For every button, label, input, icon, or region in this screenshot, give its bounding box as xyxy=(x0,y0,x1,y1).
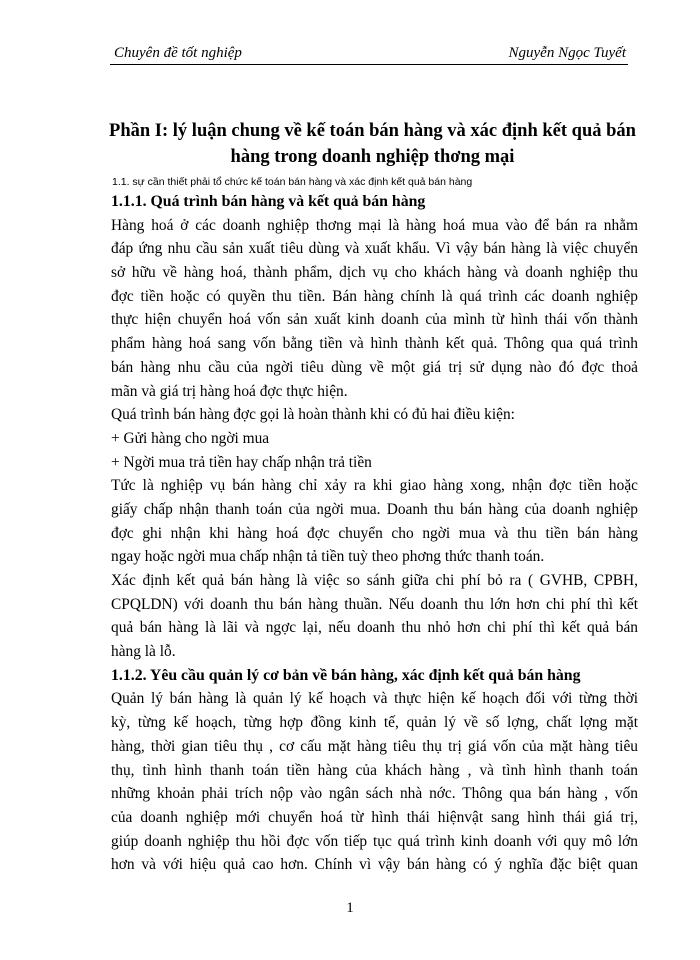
body-line: của doanh nghiệp mới chuyển hoá từ hình thái hiệnvật sang hình thái giá trị, xyxy=(111,808,638,826)
body-line: đợc ghi nhận khi hàng hoá đợc chuyển cho ngời mua và thu tiền bán hàng xyxy=(111,524,638,542)
page-number: 1 xyxy=(346,900,354,916)
chapter-title-line-2: hàng trong doanh nghiệp thơng mại xyxy=(230,147,515,167)
body-line: + Ngời mua trả tiền hay chấp nhận trả tiền xyxy=(111,453,372,471)
body-line: đợc tiền hoặc có quyền thu tiền. Bán hàng chính là quá trình các doanh nghiệp xyxy=(111,287,638,305)
body-line: hàng, thời gian tiêu thụ , cơ cấu mặt hàng tiêu thụ trị giá vốn của mặt hàng tiêu xyxy=(111,737,638,755)
body-line: hàng là lỗ. xyxy=(111,643,176,661)
body-line: Quá trình bán hàng đợc gọi là hoàn thành khi có đủ hai điều kiện: xyxy=(111,406,515,424)
body-line: giấy chấp nhận thanh toán của ngời mua. Doanh thu bán hàng của doanh nghiệp xyxy=(111,500,638,518)
body-line: mãn và giá trị hàng hoá đợc thực hiện. xyxy=(111,382,348,400)
body-line: + Gửi hàng cho ngời mua xyxy=(111,429,270,447)
body-line: những khoản phải trích nộp vào ngân sách nhà nớc. Thông qua bán hàng , vốn xyxy=(111,785,638,803)
body-line: thực hiện chuyển hoá vốn sản xuất kinh doanh của mình từ hình thái vốn thành xyxy=(111,311,638,329)
body-line: Tức là nghiệp vụ bán hàng chỉ xảy ra khi giao hàng xong, nhận đợc tiền hoặc xyxy=(111,477,638,495)
header-document-title: Chuyên đề tốt nghiệp xyxy=(114,45,242,61)
body-line: Xác định kết quả bán hàng là việc so sánh giữa chi phí bỏ ra ( GVHB, CPBH, xyxy=(111,572,638,589)
section-note: 1.1. sự cần thiết phải tổ chức kế toán bán hàng và xác định kết quả bán hàng xyxy=(112,176,473,188)
body-line: ngay hoặc ngời mua chấp nhận tả tiền tuỳ theo phơng thức thanh toán. xyxy=(111,548,545,566)
section-heading: 1.1.2. Yêu cầu quản lý cơ bản về bán hàng, xác định kết quả bán hàng xyxy=(111,666,581,684)
header-author-name: Nguyễn Ngọc Tuyết xyxy=(508,45,626,61)
body-line: đáp ứng nhu cầu sản xuất tiêu dùng và xuất khẩu. Vì vậy bán hàng là việc chuyển xyxy=(111,240,638,258)
body-line: phẩm hàng hoá sang vốn bằng tiền và hình thành kết quả. Thông qua quá trình xyxy=(111,335,638,353)
body-text xyxy=(111,190,638,877)
page-header xyxy=(110,40,628,65)
body-line: thụ, tình hình thanh toán tiền hàng của khách hàng , và tình hình thanh toán xyxy=(111,761,638,779)
section-heading: 1.1.1. Quá trình bán hàng và kết quả bán hàng xyxy=(111,193,426,210)
body-line: Quản lý bán hàng là quản lý kế hoạch và thực hiện kế hoạch đối với từng thời xyxy=(111,690,638,708)
body-line: sở hữu về hàng hoá, thành phẩm, dịch vụ cho khách hàng và doanh nghiệp thu xyxy=(111,264,638,282)
body-line: hơn và với hiệu quả cao hơn. Chính vì vậy bán hàng có ý nghĩa đặc biệt quan xyxy=(111,856,638,874)
body-line: quả bán hàng là lãi và ngợc lại, nếu doanh thu nhỏ hơn chi phí thì kết quả bán xyxy=(111,619,638,637)
body-line: kỳ, từng kế hoạch, từng hợp đồng kinh tế, quản lý về số lợng, chất lợng mặt xyxy=(111,714,638,732)
chapter-title xyxy=(105,118,640,170)
body-line: giúp doanh nghiệp thu hồi đợc vốn tiếp tục quá trình kinh doanh với quy mô lớn xyxy=(111,832,638,850)
body-line: CPQLDN) với doanh thu bán hàng thuần. Nếu doanh thu lớn hơn chi phí thì kết xyxy=(111,595,638,613)
chapter-title-line-1: Phần I: lý luận chung về kế toán bán hàng và xác định kết quả bán xyxy=(109,121,636,141)
body-line: Hàng hoá ở các doanh nghiệp thơng mại là hàng hoá mua vào để bán ra nhằm xyxy=(111,216,638,234)
body-line: bán hàng nhu cầu của ngời tiêu dùng về một giá trị sử dụng nào đó đợc thoả xyxy=(111,358,638,376)
